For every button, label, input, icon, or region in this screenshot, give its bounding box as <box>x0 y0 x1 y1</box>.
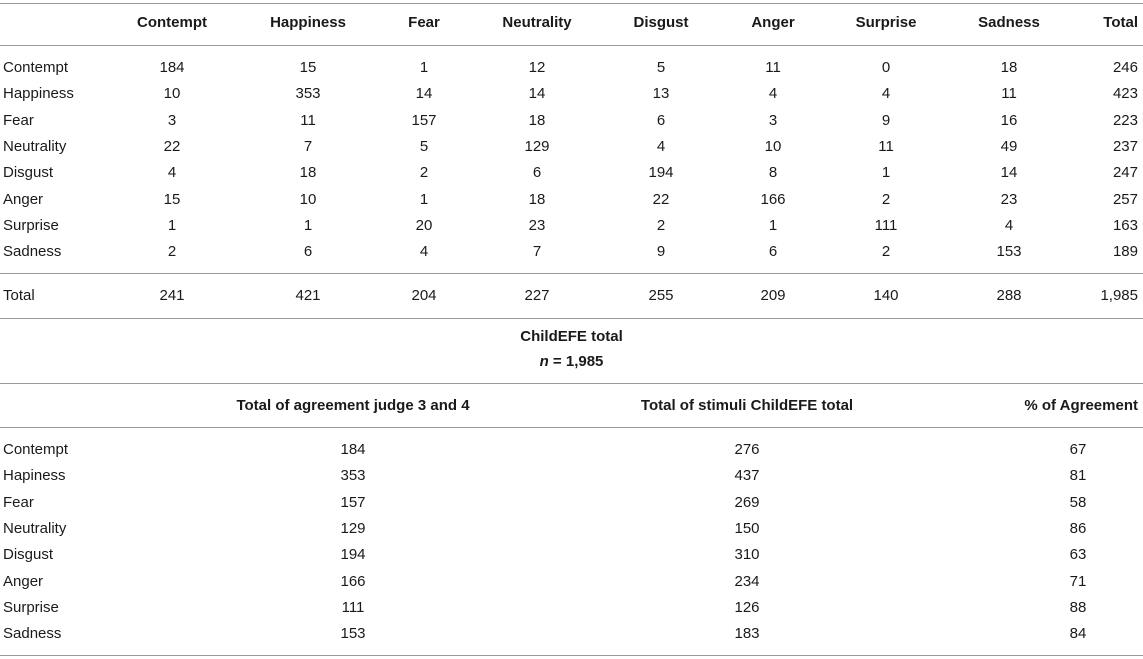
table-cell: 84 <box>1069 625 1087 642</box>
column-header: Total of stimuli ChildEFE total <box>640 397 854 414</box>
table-cell: 129 <box>340 520 366 537</box>
table-cell: 2 <box>881 191 891 208</box>
table-cell: 269 <box>734 494 760 511</box>
table-cell: 49 <box>1000 138 1018 155</box>
table-cell: 10 <box>299 191 317 208</box>
table-cell: 7 <box>303 138 313 155</box>
table-cell: 166 <box>340 573 366 590</box>
table-cell: 58 <box>1069 494 1087 511</box>
table-cell: 3 <box>768 112 778 129</box>
column-header: Happiness <box>270 14 346 31</box>
row-label: Neutrality <box>3 520 67 537</box>
rule-bottom <box>0 655 1143 656</box>
table-cell: 9 <box>656 243 666 260</box>
table-cell: 4 <box>881 85 891 102</box>
row-total-cell: 423 <box>1112 85 1138 102</box>
table-cell: 153 <box>340 625 366 642</box>
table-cell: 184 <box>159 59 185 76</box>
table-cell: 16 <box>1000 112 1018 129</box>
total-cell: 241 <box>159 287 185 304</box>
table-cell: 157 <box>411 112 437 129</box>
table-cell: 2 <box>419 164 429 181</box>
table-cell: 18 <box>1000 59 1018 76</box>
table-cell: 14 <box>415 85 433 102</box>
table-cell: 14 <box>1000 164 1018 181</box>
row-total-cell: 247 <box>1112 164 1138 181</box>
table-cell: 1 <box>419 59 429 76</box>
row-label: Surprise <box>3 217 59 234</box>
table-cell: 310 <box>734 546 760 563</box>
table-cell: 14 <box>528 85 546 102</box>
column-header: Anger <box>751 14 795 31</box>
row-total-cell: 246 <box>1112 59 1138 76</box>
table-cell: 1 <box>167 217 177 234</box>
childefe-total-title: ChildEFE total <box>520 328 623 345</box>
table-cell: 86 <box>1069 520 1087 537</box>
column-header: Disgust <box>633 14 689 31</box>
table-cell: 194 <box>648 164 674 181</box>
table-cell: 437 <box>734 467 760 484</box>
table-cell: 2 <box>881 243 891 260</box>
table-cell: 6 <box>768 243 778 260</box>
table-cell: 3 <box>167 112 177 129</box>
total-cell: 421 <box>295 287 321 304</box>
table-cell: 1 <box>881 164 891 181</box>
table-cell: 4 <box>768 85 778 102</box>
table-cell: 11 <box>765 59 781 76</box>
table-cell: 126 <box>734 599 760 616</box>
table-cell: 111 <box>874 217 898 234</box>
table-cell: 23 <box>528 217 546 234</box>
table-cell: 11 <box>1001 85 1017 102</box>
row-total-cell: 223 <box>1112 112 1138 129</box>
table-cell: 81 <box>1069 467 1087 484</box>
sample-size-line <box>0 353 1143 371</box>
table-cell: 150 <box>734 520 760 537</box>
table-cell: 276 <box>734 441 760 458</box>
table-cell: 88 <box>1069 599 1087 616</box>
table-cell: 15 <box>299 59 317 76</box>
table-cell: 2 <box>656 217 666 234</box>
row-label: Hapiness <box>3 467 66 484</box>
column-header: % of Agreement <box>1024 397 1138 414</box>
table-cell: 1 <box>303 217 313 234</box>
table-cell: 18 <box>528 112 546 129</box>
table-cell: 71 <box>1069 573 1087 590</box>
table-cell: 23 <box>1000 191 1018 208</box>
table-cell: 153 <box>996 243 1022 260</box>
table-cell: 22 <box>163 138 181 155</box>
row-label: Sadness <box>3 625 62 642</box>
table-cell: 2 <box>167 243 177 260</box>
table-cell: 6 <box>532 164 542 181</box>
table-cell: 157 <box>340 494 366 511</box>
total-cell: 227 <box>524 287 550 304</box>
total-cell: 209 <box>760 287 786 304</box>
table-cell: 5 <box>419 138 429 155</box>
column-header: Neutrality <box>502 14 572 31</box>
total-cell: 204 <box>411 287 437 304</box>
rule-top-table2 <box>0 383 1143 384</box>
table-cell: 4 <box>656 138 666 155</box>
row-label: Fear <box>3 112 34 129</box>
table-cell: 18 <box>299 164 317 181</box>
table-cell: 4 <box>167 164 177 181</box>
table-cell: 1 <box>419 191 429 208</box>
row-label: Neutrality <box>3 138 67 155</box>
table-cell: 194 <box>340 546 366 563</box>
row-label: Disgust <box>3 164 54 181</box>
table-cell: 18 <box>528 191 546 208</box>
total-cell: 140 <box>873 287 899 304</box>
row-label: Surprise <box>3 599 59 616</box>
table-cell: 184 <box>340 441 366 458</box>
table-cell: 22 <box>652 191 670 208</box>
rule-above-total <box>0 273 1143 274</box>
table-cell: 4 <box>419 243 429 260</box>
row-total-cell: 189 <box>1112 243 1138 260</box>
table-cell: 5 <box>656 59 666 76</box>
rule-top <box>0 3 1143 4</box>
table-cell: 10 <box>764 138 782 155</box>
grand-total-cell: 1,985 <box>1100 287 1138 304</box>
table-cell: 0 <box>881 59 891 76</box>
row-label: Fear <box>3 494 34 511</box>
total-cell: 288 <box>996 287 1022 304</box>
rule-under-header-1 <box>0 45 1143 46</box>
column-header: Contempt <box>137 14 207 31</box>
rule-below-total <box>0 318 1143 319</box>
table-cell: 11 <box>300 112 316 129</box>
table-cell: 234 <box>734 573 760 590</box>
row-label: Contempt <box>3 441 69 458</box>
table-cell: 166 <box>760 191 786 208</box>
table-cell: 7 <box>532 243 542 260</box>
row-label: Happiness <box>3 85 74 102</box>
table-cell: 67 <box>1069 441 1087 458</box>
table-cell: 353 <box>295 85 321 102</box>
row-total-cell: 237 <box>1112 138 1138 155</box>
table-cell: 183 <box>734 625 760 642</box>
row-label: Anger <box>3 573 44 590</box>
total-row-label: Total <box>3 287 35 304</box>
table-cell: 63 <box>1069 546 1087 563</box>
column-header: Total of agreement judge 3 and 4 <box>236 397 470 414</box>
column-header: Surprise <box>855 14 917 31</box>
table-cell: 1 <box>768 217 778 234</box>
column-header: Fear <box>408 14 440 31</box>
row-total-cell: 257 <box>1112 191 1138 208</box>
table-cell: 20 <box>415 217 433 234</box>
table-cell: 10 <box>163 85 181 102</box>
table-cell: 9 <box>881 112 891 129</box>
table-cell: 6 <box>656 112 666 129</box>
n-symbol: n <box>539 353 549 370</box>
table-cell: 353 <box>340 467 366 484</box>
table-cell: 11 <box>878 138 894 155</box>
table-cell: 8 <box>768 164 778 181</box>
row-label: Anger <box>3 191 44 208</box>
row-total-cell: 163 <box>1112 217 1138 234</box>
table-cell: 4 <box>1004 217 1014 234</box>
table-cell: 12 <box>528 59 546 76</box>
n-value: = 1,985 <box>548 353 604 370</box>
row-label: Disgust <box>3 546 54 563</box>
rule-under-header-2 <box>0 427 1143 428</box>
column-header-total: Total <box>1103 14 1138 31</box>
table-cell: 6 <box>303 243 313 260</box>
table-cell: 111 <box>341 599 365 616</box>
table-cell: 13 <box>652 85 670 102</box>
column-header: Sadness <box>978 14 1040 31</box>
table-cell: 129 <box>524 138 550 155</box>
table-cell: 15 <box>163 191 181 208</box>
total-cell: 255 <box>648 287 674 304</box>
row-label: Contempt <box>3 59 69 76</box>
row-label: Sadness <box>3 243 62 260</box>
